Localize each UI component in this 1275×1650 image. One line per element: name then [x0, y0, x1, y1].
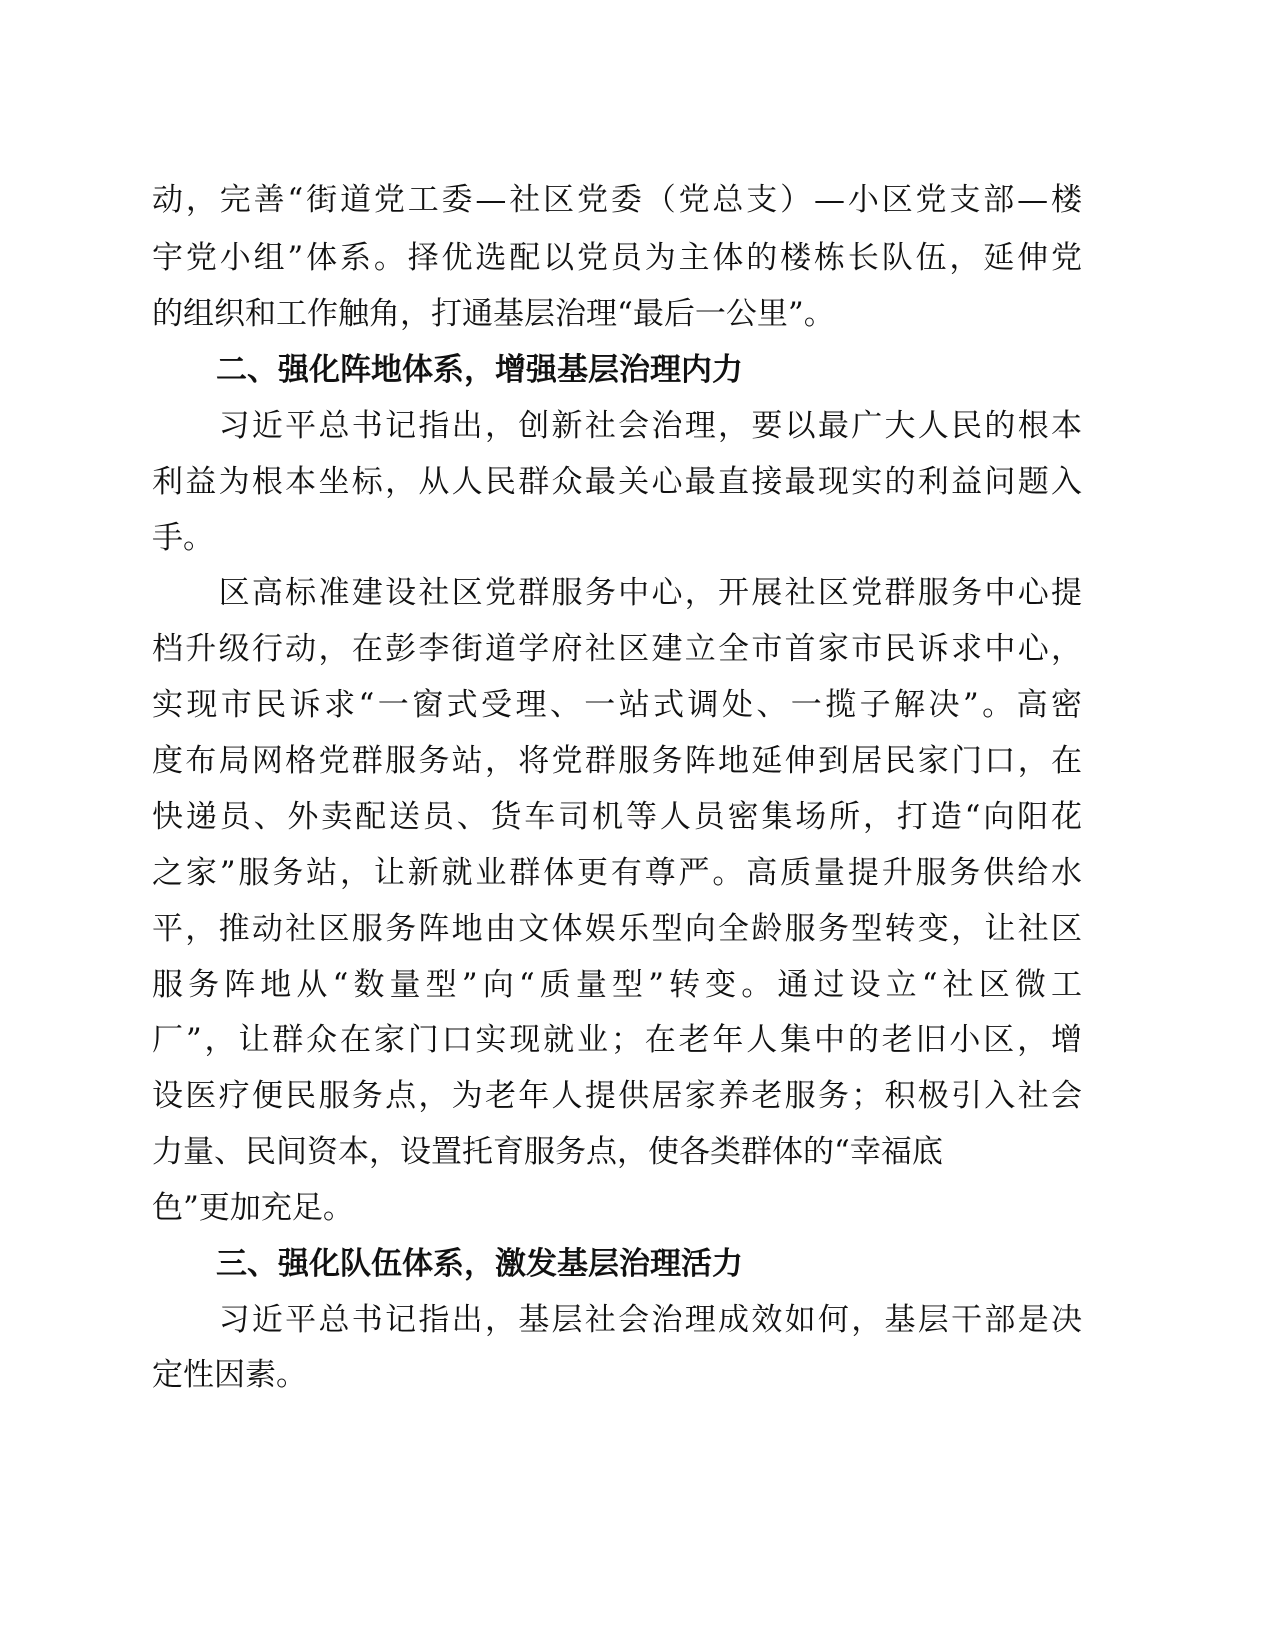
body-line: 服务阵地从“数量型”向“质量型”转变。通过设立“社区微工: [152, 967, 1082, 1003]
body-line: 宇党小组”体系。择优选配以党员为主体的楼栋长队伍，延伸党: [152, 240, 1082, 276]
section-heading-3: 三、强化队伍体系，激发基层治理活力: [216, 1246, 743, 1282]
body-line: 动，完善“街道党工委—社区党委（党总支）—小区党支部—楼: [152, 182, 1082, 218]
body-line: 利益为根本坐标，从人民群众最关心最直接最现实的利益问题入: [152, 464, 1082, 500]
body-line: 度布局网格党群服务站，将党群服务阵地延伸到居民家门口，在: [152, 743, 1082, 779]
body-line: 设医疗便民服务点，为老年人提供居家养老服务；积极引入社会: [152, 1078, 1082, 1114]
body-line: 手。: [152, 520, 214, 556]
body-line: 区高标准建设社区党群服务中心，开展社区党群服务中心提: [152, 575, 1082, 611]
body-line: 色”更加充足。: [152, 1190, 354, 1226]
body-line: 快递员、外卖配送员、货车司机等人员密集场所，打造“向阳花: [152, 799, 1082, 835]
body-line: 的组织和工作触角，打通基层治理“最后一公里”。: [152, 296, 835, 332]
body-line: 实现市民诉求“一窗式受理、一站式调处、一揽子解决”。高密: [152, 687, 1082, 723]
body-line: 厂”，让群众在家门口实现就业；在老年人集中的老旧小区，增: [152, 1022, 1082, 1058]
body-line: 之家”服务站，让新就业群体更有尊严。高质量提升服务供给水: [152, 855, 1082, 891]
body-line: 习近平总书记指出，创新社会治理，要以最广大人民的根本: [152, 408, 1082, 444]
body-line: 定性因素。: [152, 1357, 307, 1393]
body-line: 习近平总书记指出，基层社会治理成效如何，基层干部是决: [152, 1302, 1082, 1338]
body-line: 力量、民间资本，设置托育服务点，使各类群体的“幸福底: [152, 1134, 943, 1170]
body-line: 平，推动社区服务阵地由文体娱乐型向全龄服务型转变，让社区: [152, 911, 1082, 947]
body-line: 档升级行动，在彭李街道学府社区建立全市首家市民诉求中心，: [152, 631, 1082, 667]
section-heading-2: 二、强化阵地体系，增强基层治理内力: [216, 352, 743, 388]
